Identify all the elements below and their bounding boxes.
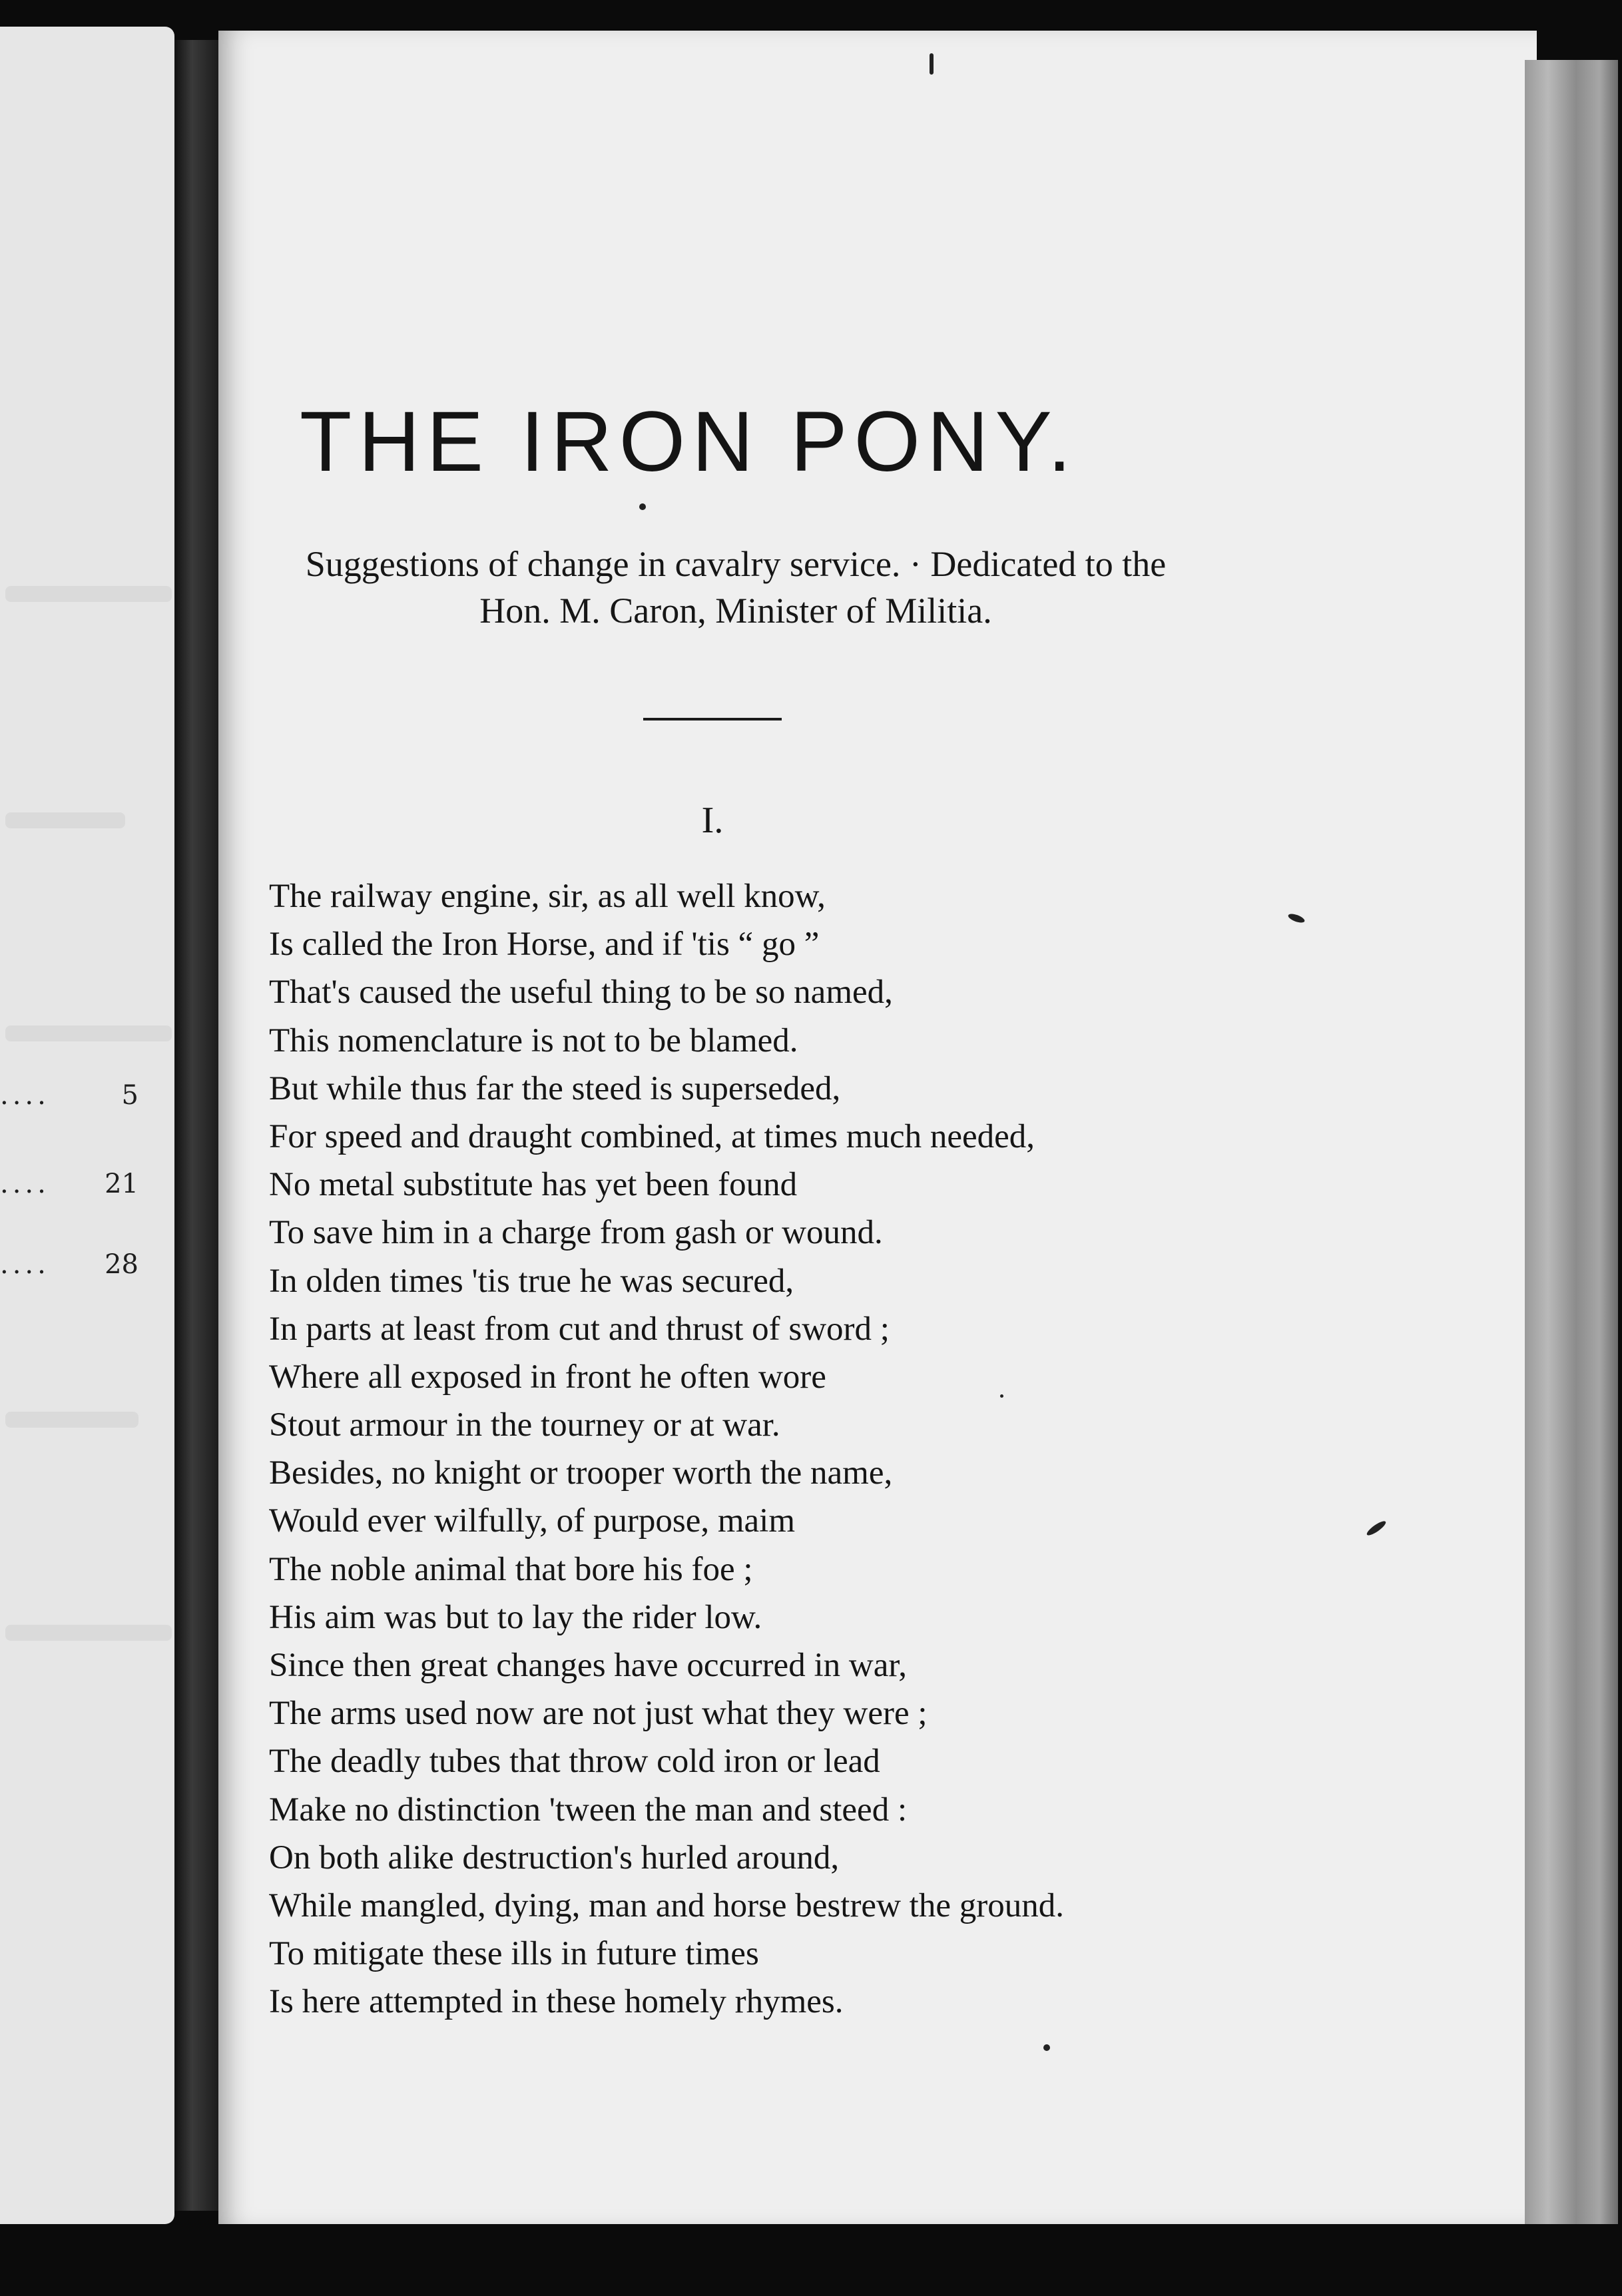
scan-speck [639, 503, 646, 510]
bleed-through-mark [5, 586, 172, 602]
poem-line: To save him in a charge from gash or wound. [269, 1214, 883, 1252]
page-edge [1525, 60, 1618, 2224]
poem-line: On both alike destruction's hurled around, [269, 1839, 840, 1876]
bleed-through-mark [5, 1412, 138, 1428]
toc-leader-dots: .... [0, 1169, 50, 1199]
poem-line: That's caused the useful thing to be so named, [269, 974, 893, 1011]
scan-bottom-border [166, 2224, 1622, 2296]
poem-stanza [269, 872, 1348, 2026]
poem-line: But while thus far the steed is superseded, [269, 1069, 841, 1107]
page-title: THE IRON PONY. [300, 394, 1078, 489]
dedication-subtitle [193, 541, 1278, 634]
bleed-through-mark [5, 812, 125, 828]
poem-line: In parts at least from cut and thrust of sword ; [269, 1310, 890, 1348]
bleed-through-mark [5, 1625, 172, 1641]
scan-speck [930, 53, 934, 75]
poem-line: This nomenclature is not to be blamed. [269, 1021, 798, 1059]
poem-line: Is called the Iron Horse, and if 'tis “ go ” [269, 926, 820, 964]
poem-line: Since then great changes have occurred in war, [269, 1647, 908, 1684]
poem-line: Stout armour in the tourney or at war. [269, 1406, 780, 1444]
subtitle-line: Suggestions of change in cavalry service. · Dedicated to the [305, 544, 1167, 584]
toc-page-number: 5 [121, 1080, 138, 1111]
poem-line: Besides, no knight or trooper worth the name, [269, 1454, 893, 1492]
poem-line: No metal substitute has yet been found [269, 1166, 798, 1204]
toc-leader-dots: .... [0, 1249, 50, 1280]
book-gutter [174, 40, 218, 2211]
poem-line: To mitigate these ills in future times [269, 1935, 759, 1973]
poem-line: The railway engine, sir, as all well know, [269, 878, 826, 915]
poem-line: The deadly tubes that throw cold iron or lead [269, 1743, 880, 1781]
scan-speck [1043, 2044, 1050, 2051]
poem-line: Would ever wilfully, of purpose, maim [269, 1502, 796, 1540]
poem-line: While mangled, dying, man and horse bestrew the ground. [269, 1886, 1064, 1924]
poem-line: His aim was but to lay the rider low. [269, 1598, 762, 1636]
bleed-through-mark [5, 1025, 172, 1041]
scan-speck [1000, 1394, 1003, 1398]
poem-line: The noble animal that bore his foe ; [269, 1550, 753, 1588]
section-numeral: I. [701, 800, 724, 841]
poem-line: For speed and draught combined, at times much needed, [269, 1117, 1035, 1155]
poem-line: Is here attempted in these homely rhymes. [269, 1983, 844, 2021]
subtitle-line: Hon. M. Caron, Minister of Militia. [479, 591, 992, 631]
toc-page-number: 28 [105, 1249, 138, 1280]
left-page-fragment [0, 27, 174, 2224]
poem-line: The arms used now are not just what they were ; [269, 1695, 928, 1733]
toc-page-number: 21 [105, 1169, 138, 1199]
toc-leader-dots: .... [0, 1080, 50, 1111]
section-divider [643, 718, 782, 720]
poem-line: Where all exposed in front he often wore [269, 1358, 826, 1396]
poem-line: Make no distinction 'tween the man and steed : [269, 1791, 908, 1829]
poem-line: In olden times 'tis true he was secured, [269, 1262, 794, 1300]
